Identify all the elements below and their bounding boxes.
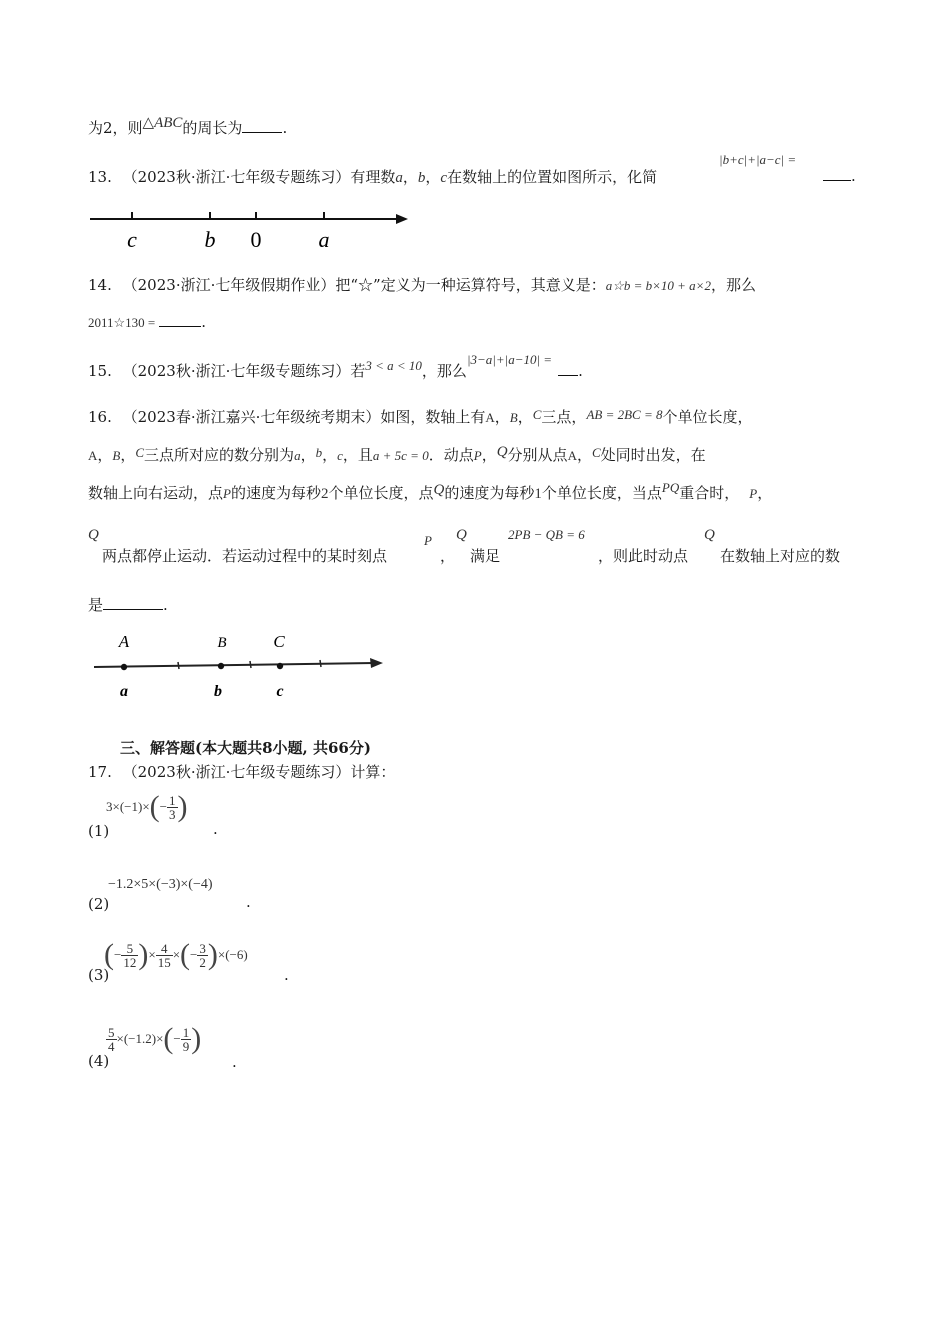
q13-var-c: c [440, 170, 448, 186]
q16-line4-p: P [424, 533, 432, 548]
q14-line1 [88, 274, 756, 295]
q16-label-a: a [120, 683, 128, 700]
q17-part3-den2: 15 [157, 954, 171, 970]
q16-line1-text: 如图，数轴上有 [380, 408, 486, 426]
q16-label-C: C [273, 632, 285, 651]
q15-line [88, 352, 583, 381]
q16-line4-text-a: 两点都停止运动．若运动过程中的某时刻点 [102, 547, 388, 565]
q17-part1-a: 3×(−1)× [106, 799, 150, 814]
q17-part1-num: 1 [169, 792, 176, 808]
q16-line3-q: Q [433, 482, 445, 498]
q17-part4-neg: − [173, 1031, 181, 1046]
q16-line3-text-f: 重合时， [679, 484, 740, 502]
q17-part3-den1: 12 [123, 954, 137, 970]
q17-part3-num2: 4 [156, 942, 173, 956]
q16-tick-1 [178, 662, 179, 669]
q16-point-b: B [509, 410, 518, 425]
q16-axis-line [94, 663, 374, 667]
q13-answer [823, 166, 856, 185]
q16-source: （2023春·浙江嘉兴·七年级统考期末） [122, 408, 381, 426]
q14-text-b: ，那么 [710, 276, 756, 294]
q16-line4-comma: ， [440, 547, 456, 565]
q14-answer-blank[interactable] [159, 312, 201, 327]
q16-var-c: c [337, 448, 343, 463]
section3-title: 三、解答题(本大题共8小题, 共66分) [120, 739, 371, 757]
q16-line2-text-e: 处同时出发，在 [600, 446, 706, 464]
q16-speed-p: 2 [320, 486, 329, 502]
q13-end: . [851, 167, 856, 185]
q16-line3-text-d: 的速度为每秒 [444, 484, 535, 502]
q16-line2-text-b: ，且 [342, 446, 373, 464]
q13-number: 13. [88, 168, 112, 186]
q17-part4-end: . [232, 1053, 237, 1071]
q17-number: 17. [88, 763, 112, 781]
q16-point-c: C [532, 407, 542, 422]
q17-part4-fraction1 [106, 1026, 117, 1053]
q16-line2-a: A [88, 448, 98, 463]
q16-line2-a2: A [567, 448, 577, 463]
q16-line3: 数轴上向右运动，点P的速度为每秒2个单位长度，点Q的速度为每秒1个单位长度，当点PQ重合时， P， [88, 480, 773, 502]
q12-triangle: △ABC [142, 115, 183, 131]
q15-end: . [578, 362, 583, 380]
q13-expression: |b+c|+|a−c| = [719, 152, 797, 167]
q16-var-a: a [294, 448, 301, 463]
q16-point-a: A [485, 410, 495, 425]
q16-line3-text-b: 的速度为每秒 [230, 484, 321, 502]
q13-var-a: a [395, 170, 403, 186]
q16-line4 [102, 545, 387, 566]
q13-label-0: 0 [250, 227, 262, 252]
q17-part3-times1: × [148, 947, 156, 962]
q16-line3-text-e: 个单位长度，当点 [541, 484, 662, 502]
q14-source: （2023·浙江·七年级假期作业） [122, 276, 336, 294]
q12-suffix: 的周长为 [182, 119, 243, 137]
q16-end: . [163, 596, 168, 614]
q14-line2 [88, 312, 206, 331]
q17-part3-neg3: − [190, 947, 198, 962]
q16-sum-equation: a + 5c = 0 [372, 448, 429, 463]
q14-number: 14. [88, 276, 112, 294]
q13-sep2: ， [425, 168, 441, 186]
q14-text-a: 把“☆”定义为一种运算符号，其意义是： [335, 276, 606, 294]
q17-text: 计算： [350, 763, 396, 781]
q15-condition: 3 < a < 10 [365, 358, 422, 373]
q17-part4-fraction2 [181, 1026, 192, 1053]
q16-label-A: A [118, 632, 130, 651]
q16-number: 16. [88, 408, 112, 426]
q17-part2-expr: −1.2×5×(−3)×(−4) [108, 877, 213, 892]
q17-part4-expr: $\frac{5}{4}$ ×(−1.2)×(− $\frac{1}{9}$ ) [108, 1022, 202, 1055]
q13-line [88, 166, 657, 187]
q16-line3-p2: P [749, 486, 758, 501]
q17-part3-neg1: − [114, 947, 122, 962]
q13-text-b: 在数轴上的位置如图所示，化简 [447, 168, 658, 186]
q17-part4-den1: 4 [108, 1038, 115, 1054]
q12-tail-line [88, 117, 287, 138]
q16-line2: A，B，C三点所对应的数分别为a，b，c，且a + 5c = 0．动点P，Q分别从点A，C处同时出发，在 [88, 444, 706, 464]
q17-part3-fraction1 [121, 942, 138, 969]
q16-line4-q-head: Q [88, 527, 99, 543]
q16-speed-q: 1 [534, 486, 542, 502]
q13-sep1: ， [402, 168, 418, 186]
q16-line4-q: Q [456, 527, 467, 543]
q16-point-q: Q [496, 444, 508, 460]
q12-prefix: 为2，则 [88, 119, 143, 137]
q17-part3-num3: 3 [199, 940, 206, 956]
q15-number: 15. [88, 362, 112, 380]
q17-part3-fraction2 [156, 942, 173, 969]
q15-expression: |3−a|+|a−10| = [466, 352, 553, 367]
q14-definition: a☆b = b×10 + a×2 [605, 278, 711, 293]
q16-pq: PQ [661, 480, 680, 495]
q16-line4-satisfy: 满足 [470, 547, 501, 565]
q16-line3-text-a: 数轴上向右运动，点 [88, 484, 224, 502]
q15-source: （2023秋·浙江·七年级专题练习） [122, 362, 351, 380]
q15-text-b: ，那么 [421, 362, 467, 380]
q13-text-a: 有理数 [350, 168, 396, 186]
q16-var-b: b [315, 445, 323, 460]
q16-condition-equation: 2PB − QB = 6 [508, 527, 585, 542]
q12-answer-blank[interactable] [242, 118, 282, 133]
q17-part3-fraction3 [197, 942, 208, 969]
q16-line5 [88, 594, 168, 615]
q13-number-line [86, 205, 416, 255]
q16-line2-text-c: ．动点 [428, 446, 474, 464]
q17-part1-expr: 3×(−1)×(− $\frac{1}{3}$ ) [106, 790, 188, 823]
q14-end: . [201, 313, 207, 331]
q17-part4-label: (4) [88, 1052, 110, 1070]
q16-axis-arrow [370, 658, 383, 668]
q17-part1-fraction [167, 794, 178, 821]
q16-unit-length: 个单位长度， [662, 408, 753, 426]
q17-part2-label: (2) [88, 895, 110, 913]
q16-line2-text-a: 三点所对应的数分别为 [144, 446, 295, 464]
q16-line1: 16. （2023春·浙江嘉兴·七年级统考期末）如图，数轴上有A，B，C三点，AB = 2BC = 8个单位长度， [88, 407, 753, 426]
q13-label-b: b [204, 227, 216, 252]
q17-part3-end: . [284, 966, 289, 984]
q14-expression: 2011☆130 = [88, 315, 156, 330]
q15-answer-blank[interactable] [558, 361, 578, 376]
q17-part1-label: (1) [88, 822, 110, 840]
q16-point-b-dot [218, 663, 224, 669]
q16-line2-c: C [135, 445, 145, 460]
q15-text-a: 若 [350, 362, 366, 380]
q17-part3-times2: × [172, 947, 181, 962]
q16-line3-text-c: 个单位长度，点 [328, 484, 434, 502]
q16-line4-text-c: ，则此时动点 [598, 547, 689, 565]
q13-label-c: c [127, 227, 137, 252]
q13-source: （2023秋·浙江·七年级专题练习） [122, 168, 351, 186]
q16-three-points: 三点， [541, 408, 587, 426]
q17-part1-den: 3 [169, 806, 176, 822]
q17-part1-neg: − [159, 799, 167, 814]
q17-part4-num1: 5 [108, 1024, 115, 1040]
q17-part2-end: . [246, 893, 251, 911]
q17-part3-tail: ×(−6) [217, 947, 248, 962]
q17-part1-end: . [213, 820, 218, 838]
q17-part3-num1: 5 [121, 942, 138, 956]
q16-line5-text: 是 [88, 596, 104, 614]
q16-ab-equation: AB = 2BC = 8 [586, 407, 663, 422]
q17-part3-label: (3) [88, 966, 110, 984]
q13-answer-blank[interactable] [823, 166, 851, 181]
q16-point-p: P [473, 448, 482, 463]
q17-line [88, 761, 395, 782]
q16-line2-text-d: 分别从点 [507, 446, 568, 464]
q16-line3-p: P [223, 486, 231, 501]
q16-line2-b: B [112, 448, 121, 463]
q13-axis-arrow [396, 214, 408, 224]
q16-tick-3 [320, 660, 321, 667]
q16-tick-2 [250, 661, 251, 668]
q16-point-a-dot [121, 664, 127, 670]
q16-label-c: c [276, 683, 284, 700]
q17-part3-expr: (− $\frac{5}{12}$ )× $\frac{4}{15}$ ×(− $\frac{3}{2}$ )×(−6) [104, 938, 248, 971]
q16-number-line [90, 628, 390, 704]
q16-label-B: B [217, 635, 227, 651]
q17-part4-num2: 1 [182, 1024, 190, 1040]
q16-answer-blank[interactable] [103, 595, 163, 610]
q17-part4-den2: 9 [182, 1038, 190, 1054]
q16-line2-c2: C [591, 445, 601, 460]
q16-point-c-dot [277, 663, 283, 669]
q16-line4-text-d: 在数轴上对应的数 [720, 547, 841, 565]
q12-end: . [282, 119, 288, 137]
q13-label-a: a [318, 227, 330, 252]
q17-source: （2023秋·浙江·七年级专题练习） [122, 763, 351, 781]
q13-var-b: b [417, 170, 426, 186]
q16-label-b: b [214, 683, 222, 700]
q17-part4-mid: ×(−1.2)× [116, 1031, 164, 1046]
q16-line4-q2: Q [704, 527, 715, 543]
q17-part3-den3: 2 [199, 954, 206, 970]
